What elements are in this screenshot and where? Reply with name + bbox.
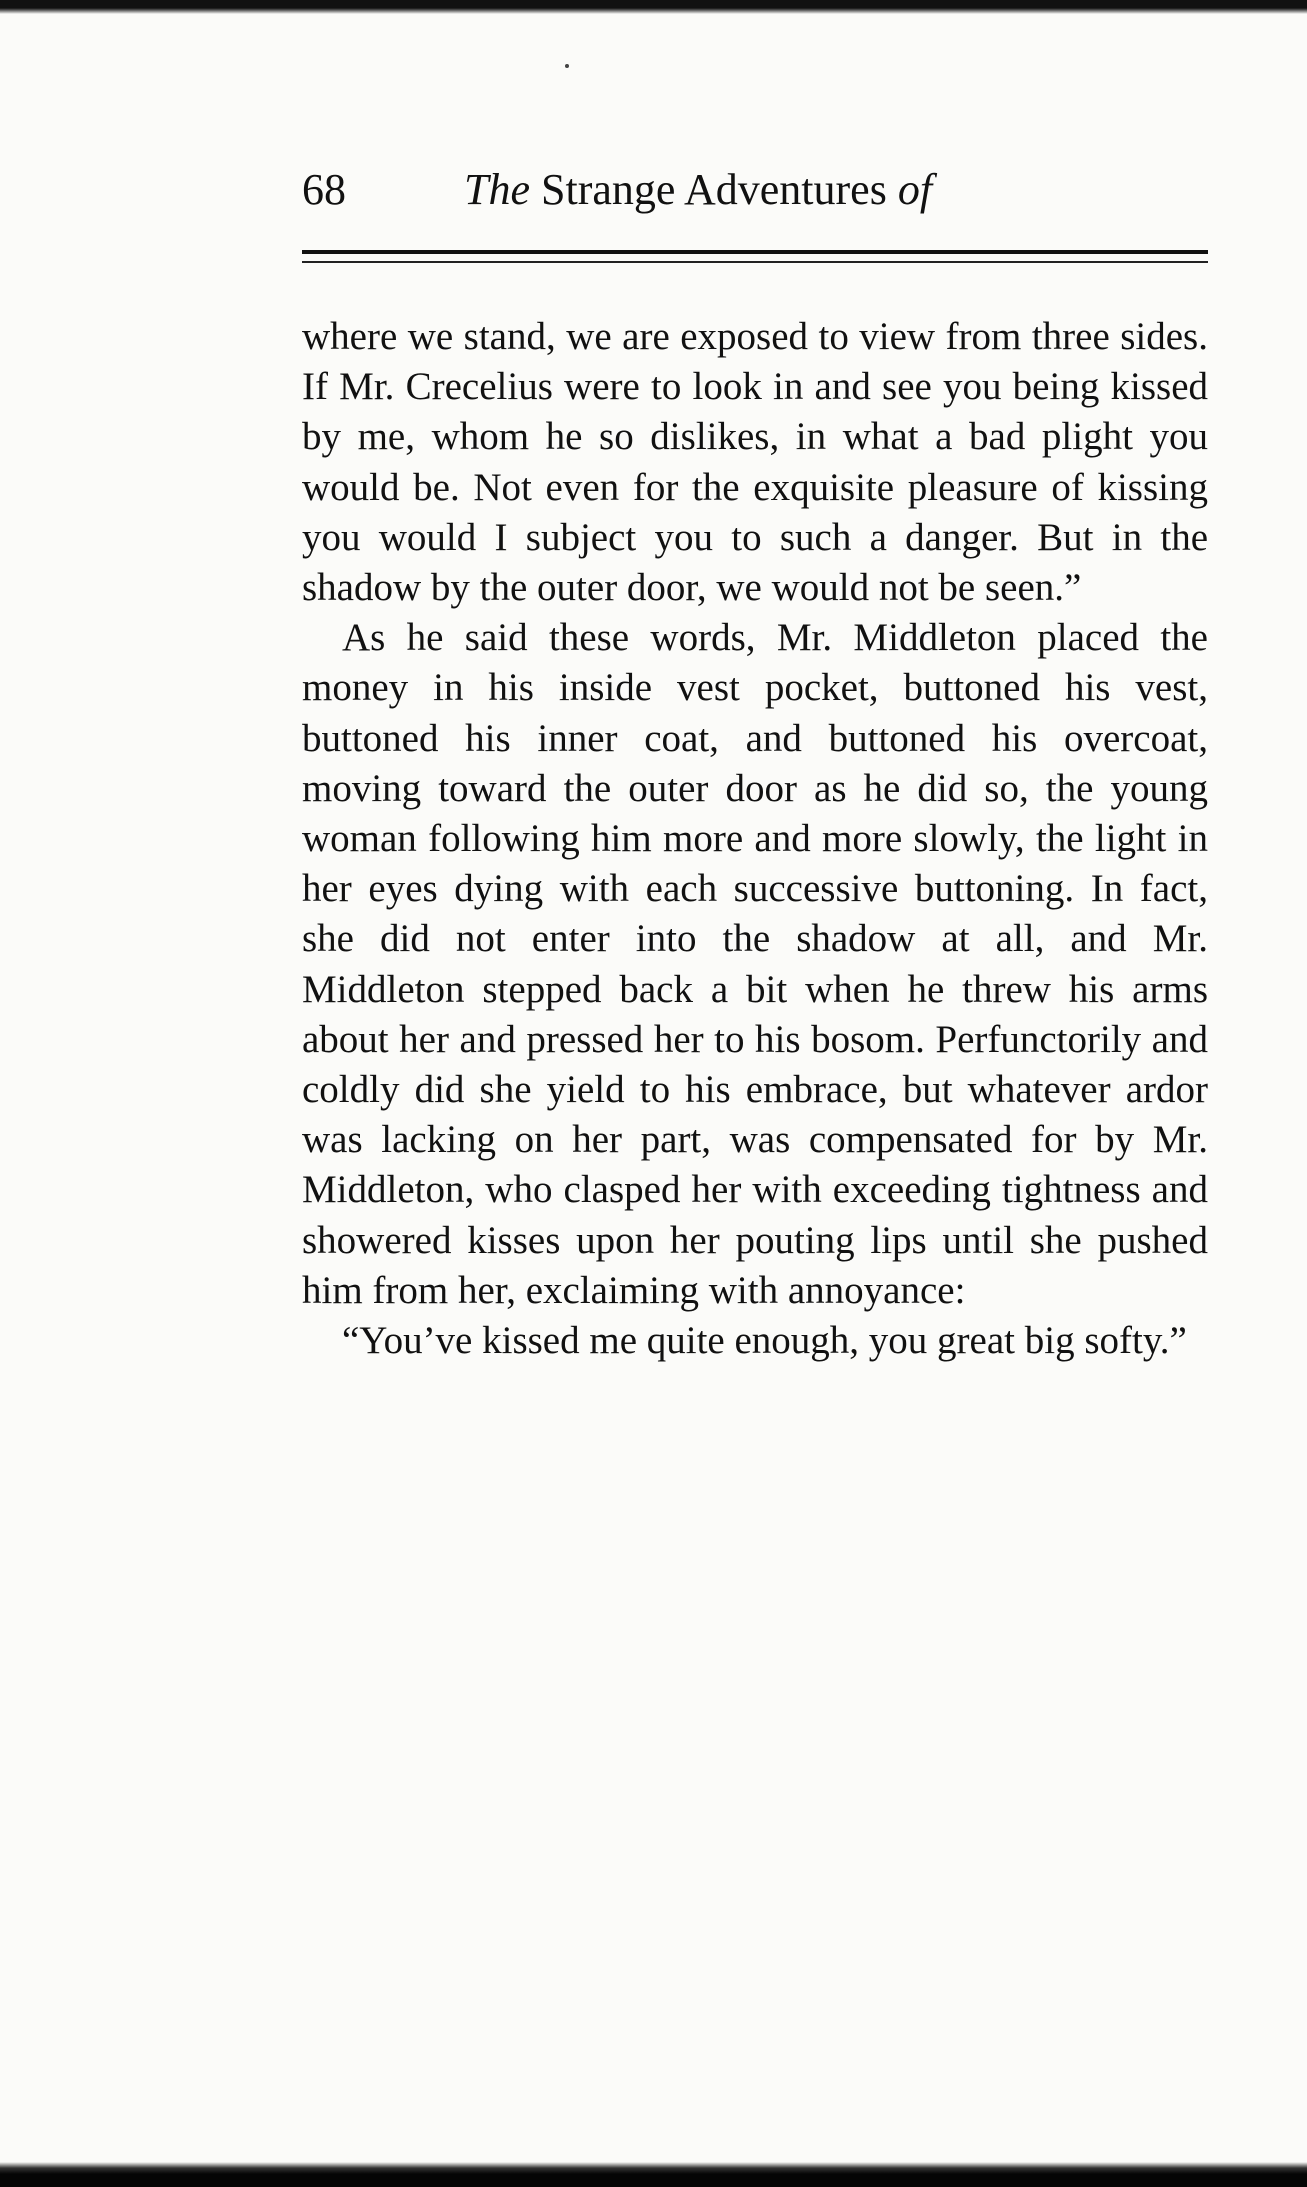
running-head <box>302 160 1208 220</box>
scan-bottom-edge <box>0 2162 1307 2187</box>
paragraph: As he said these words, Mr. Middleton placed the money in his inside vest pocket, buttoned his vest, buttoned his inner coat, and buttoned his overcoat, moving toward the outer door as he did so, the young woman following him more and more slowly, the light in her eyes dying with each successive buttoning. In fact, she did not enter into the shadow at all, and Mr. Middleton stepped back a bit when he threw his arms about her and pressed her to his bosom. Perfunctorily and coldly did she yield to his embrace, but whatever ardor was lacking on her part, was compensated for by Mr. Middleton, who clasped her with exceeding tightness and showered kisses upon her pouting lips until she pushed him from her, exclaiming with annoyance: <box>302 616 1208 1312</box>
header-rule-thick <box>302 250 1208 254</box>
scan-speck <box>565 64 569 68</box>
running-title-of: of <box>897 165 933 214</box>
body-text <box>302 312 1208 1366</box>
header-rule-thin <box>302 261 1208 263</box>
page-number: 68 <box>302 165 346 214</box>
paragraph-dialogue: “You’ve kissed me quite enough, you great big softy.” <box>342 1319 1187 1363</box>
running-title <box>464 160 932 220</box>
running-title-the: The <box>464 165 530 214</box>
paragraph-continuation: where we stand, we are exposed to view from three sides. If Mr. Crecelius were to look in and see you being kissed by me, whom he so dislikes, in what a bad plight you would be. Not even for the exquisite pleasure of kissing you would I subject you to such a danger. But in the shadow by the outer door, we would not be seen.” <box>302 315 1208 610</box>
scan-top-edge <box>0 0 1307 14</box>
running-title-main: Strange Adventures <box>541 165 887 214</box>
